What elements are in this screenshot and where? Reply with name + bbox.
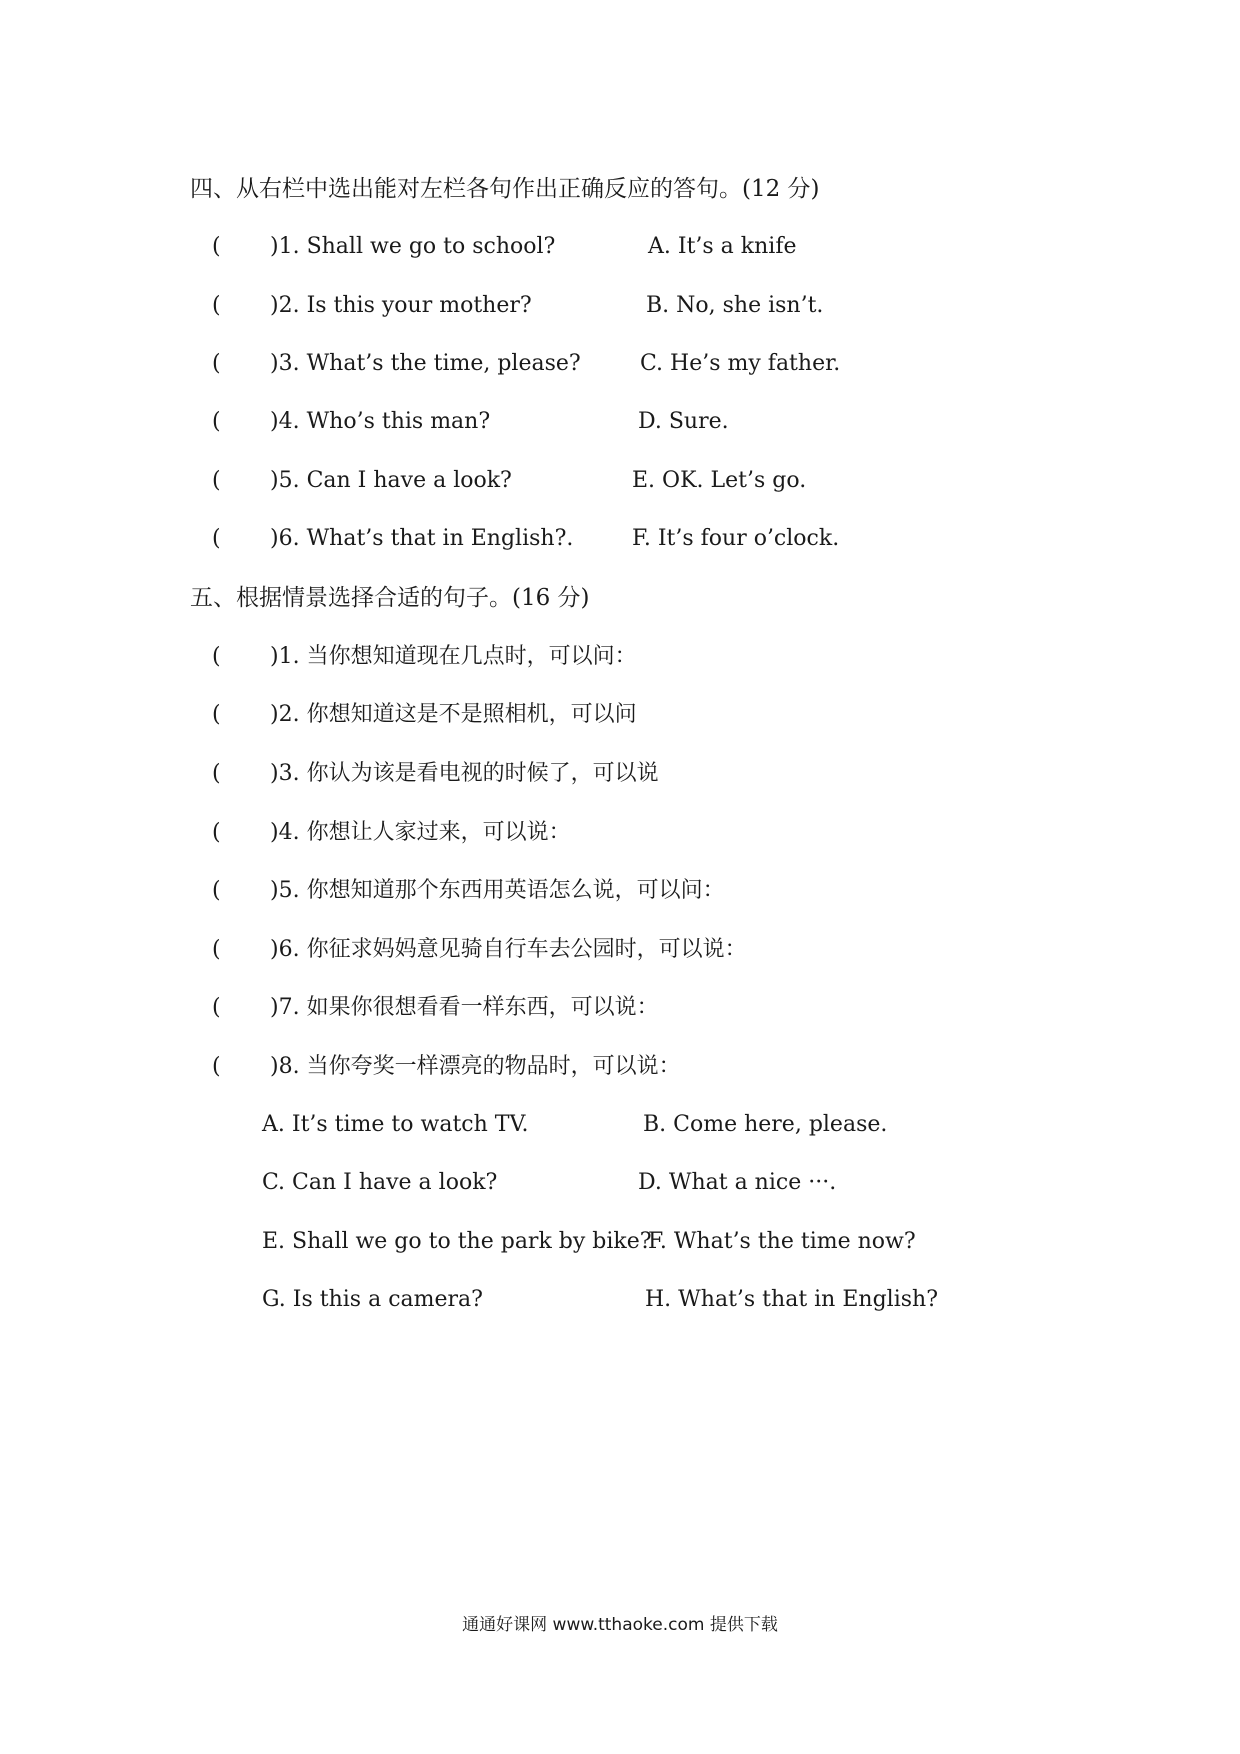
answer-blank-paren: ( (212, 526, 221, 551)
question-text: )8. 当你夸奖一样漂亮的物品时，可以说： (270, 1054, 681, 1079)
question-text: )3. 你认为该是看电视的时候了，可以说 (270, 761, 659, 786)
question-text: )6. 你征求妈妈意见骑自行车去公园时，可以说： (270, 937, 747, 962)
answer-option: F. It’s four o’clock. (632, 526, 840, 551)
answer-blank-paren: ( (212, 820, 221, 845)
question-text: )5. 你想知道那个东西用英语怎么说，可以问： (270, 878, 725, 903)
answer-blank-paren: ( (212, 761, 221, 786)
answer-blank-paren: ( (212, 1054, 221, 1079)
section4-heading: 四、从右栏中选出能对左栏各句作出正确反应的答句。(12 分) (190, 176, 820, 202)
answer-blank-paren: ( (212, 995, 221, 1020)
answer-blank-paren: ( (212, 468, 221, 493)
option-c: C. Can I have a look? (262, 1170, 498, 1195)
answer-option: C. He’s my father. (640, 351, 841, 376)
answer-blank-paren: ( (212, 293, 221, 318)
answer-option: E. OK. Let’s go. (632, 468, 807, 493)
question-text: )2. 你想知道这是不是照相机，可以问 (270, 702, 637, 727)
question-text: )1. Shall we go to school? (270, 234, 556, 259)
question-text: )5. Can I have a look? (270, 468, 512, 493)
option-e: E. Shall we go to the park by bike? (262, 1229, 652, 1254)
page-footer: 通通好课网 www.tthaoke.com 提供下载 (462, 1615, 778, 1635)
question-text: )4. 你想让人家过来，可以说： (270, 820, 571, 845)
question-text: )2. Is this your mother? (270, 293, 532, 318)
option-f: F. What’s the time now? (648, 1229, 916, 1254)
question-text: )3. What’s the time, please? (270, 351, 581, 376)
option-b: B. Come here, please. (643, 1112, 888, 1137)
answer-blank-paren: ( (212, 878, 221, 903)
answer-blank-paren: ( (212, 644, 221, 669)
answer-blank-paren: ( (212, 409, 221, 434)
answer-option: B. No, she isn’t. (646, 293, 824, 318)
question-text: )1. 当你想知道现在几点时，可以问： (270, 644, 637, 669)
option-a: A. It’s time to watch TV. (262, 1112, 529, 1137)
answer-option: A. It’s a knife (648, 234, 797, 259)
option-g: G. Is this a camera? (262, 1287, 483, 1312)
question-text: )6. What’s that in English?. (270, 526, 574, 551)
option-d: D. What a nice ···. (638, 1170, 837, 1195)
question-text: )7. 如果你很想看看一样东西，可以说： (270, 995, 659, 1020)
answer-blank-paren: ( (212, 937, 221, 962)
answer-blank-paren: ( (212, 351, 221, 376)
section5-heading: 五、根据情景选择合适的句子。(16 分) (190, 585, 590, 611)
question-text: )4. Who’s this man? (270, 409, 491, 434)
option-h: H. What’s that in English? (645, 1287, 938, 1312)
answer-option: D. Sure. (638, 409, 729, 434)
answer-blank-paren: ( (212, 702, 221, 727)
answer-blank-paren: ( (212, 234, 221, 259)
